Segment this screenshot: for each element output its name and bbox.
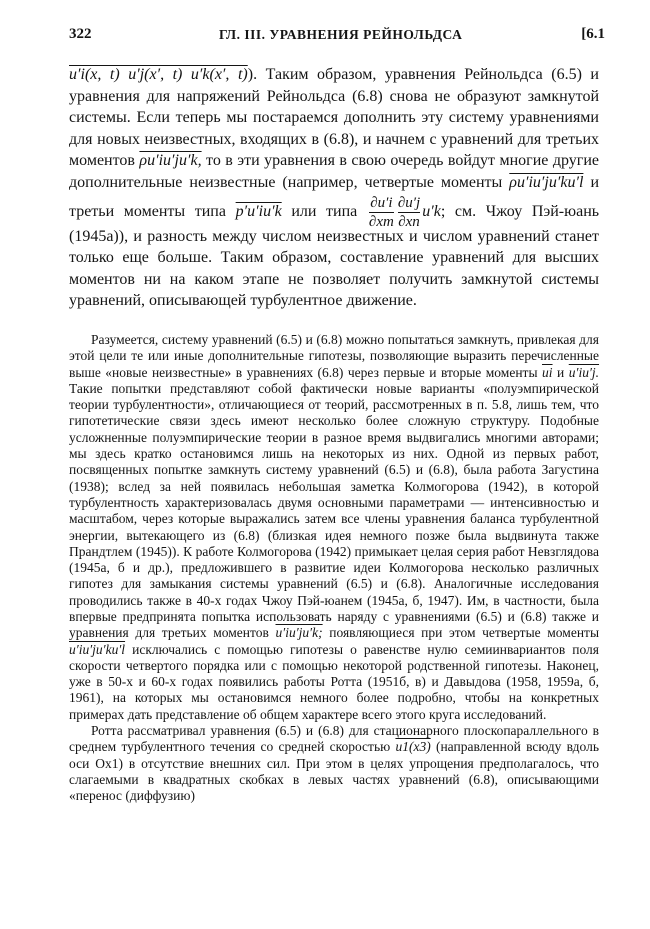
text-run: то в эти уравнения в свою очередь войдут многие другие дополнительные неизвестные (например, четвертые моменты <box>69 152 599 191</box>
chapter-title: ГЛ. III. УРАВНЕНИЯ РЕЙНОЛЬДСА <box>219 27 463 42</box>
main-paragraph <box>69 64 599 312</box>
derivative-moment-formula <box>367 194 441 230</box>
page-number: 322 <box>69 26 92 42</box>
fraction: $\frac{\partial u'i}{\partial xm}$ <box>368 194 394 230</box>
mean-velocity-profile-formula: u1(x3) <box>395 739 431 755</box>
page <box>69 22 605 805</box>
text-run: ). Таким образом, уравнения Рейнольдса (6.5) и уравнения для напряжений Рейнольдса (6.8) снова не образуют замкнутой системы. Если теперь мы постараемся дополнить эту систему уравнениями для новых неизвестных, входящих в (6.8), и начнем с уравнений для третьих моментов <box>69 66 599 170</box>
running-header <box>69 22 605 46</box>
third-moment-formula: u′iu′ju′k; <box>275 625 323 641</box>
text-run: или типа <box>291 202 358 220</box>
mean-velocity-formula: $\overline{ui}$ <box>542 364 553 380</box>
text-run: и третьи моменты типа <box>69 173 599 220</box>
small-paragraph: Ротта рассматривал уравнения (6.5) и (6.8) для стационарного плоскопараллельного в среднем турбулентного течения со средней скоростью u1(x3) (направленной всюду вдоль оси Ox1) в отсутствие внешних сил. При этом в целях упрощения предполагалось, что слагаемыми в квадратных скобках в левых частях уравнений (6.8), описывающими «перенос (диффузию) <box>69 723 600 804</box>
fourth-moment-formula: u′iu′ju′ku′l <box>69 641 126 657</box>
small-paragraph: Разумеется, систему уравнений (6.5) и (6.8) можно попытаться замкнуть, привлекая для этой цели те или иные дополнительные гипотезы, позволяющие выразить перечисленные выше «новые неизвестные» в уравнениях (6.8) через первые и вторые моменты $\overline{ui}$ и u′iu′j. Такие попытки представляют собой фактически новые варианты «полуэмпирической теории турбулентности», отличающиеся от теорий, рассмотренных в п. 5.8, лишь тем, что гипотетические связи здесь имеют несколько более сложную структуру. Подобные усложненные полуэмпирические теории в разное время выдвигались многими авторами; мы здесь кратко остановимся лишь на некоторых из них. Одной из первых работ, посвященных попытке замкнуть систему уравнений (6.5) и (6.8), была работа Загустина (1938); вслед за ней появилась небольшая заметка Колмогорова (1942), в которой турбулентность характеризовалась двумя основными параметрами — интенсивностью и масштабом, через которые выражались затем все члены уравнения баланса турбулентной энергии, вытекающего из (6.8) (близкая идея немного позже была выдвинута также Прандтлем (1945)). К работе Колмогорова (1942) примыкает целая серия работ Невзглядова (1945а, б и др.), предложившего в развитие идеи Колмогорова несколько различных гипотез для замыкания системы уравнений (6.5) и (6.8). Аналогичные исследования проводились также в 40-х годах Чжоу Пэй-юанем (1945а, б, 1947). Им, в частности, была впервые предпринята попытка использовать наряду с уравнениями (6.5) и (6.8) также и уравнения для третьих моментов u′iu′ju′k; появляющиеся при этом четвертые моменты u′iu′ju′ku′l исключались с помощью гипотезы о равенстве нулю семиинвариантов поля скорости четвертого порядка или с помощью некоторой родственной гипотезы. Наконец, уже в 50-х и 60-х годах появились работы Ротта (1951б, в) и Давыдова (1958, 1959а, б, 1961), на которых мы остановимся немного более подробно, чтобы на конкретных примерах дать представление об общем характере всего этого круга исследований. <box>69 331 600 722</box>
velocity-term: u′k <box>422 202 441 220</box>
third-moment-formula: ρu′iu′ju′k, <box>139 152 202 170</box>
fourth-moment-formula: ρu′iu′ju′ku′l <box>509 173 584 191</box>
text-run: ; см. Чжоу Пэй-юань (1945а)), и разность между числом неизвестных и числом уравнений станет только еще больше. Таким образом, составление уравнений для высших моментов ни на каком этапе не позволяет получить замкнутой системы уравнений, описывающей турбулентное движение. <box>69 202 600 310</box>
main-text <box>69 64 599 312</box>
second-moment-formula: u′iu′j. <box>568 364 600 380</box>
section-number: [6.1 <box>581 26 605 42</box>
small-print-text <box>69 332 599 805</box>
triple-correlation-formula: u′i(x, t) u′j(x′, t) u′k(x′, t) <box>69 66 248 83</box>
pressure-moment-formula: p′u′iu′k <box>235 202 282 220</box>
fraction: $\frac{\partial u'j}{\partial xn}$ <box>397 194 421 230</box>
